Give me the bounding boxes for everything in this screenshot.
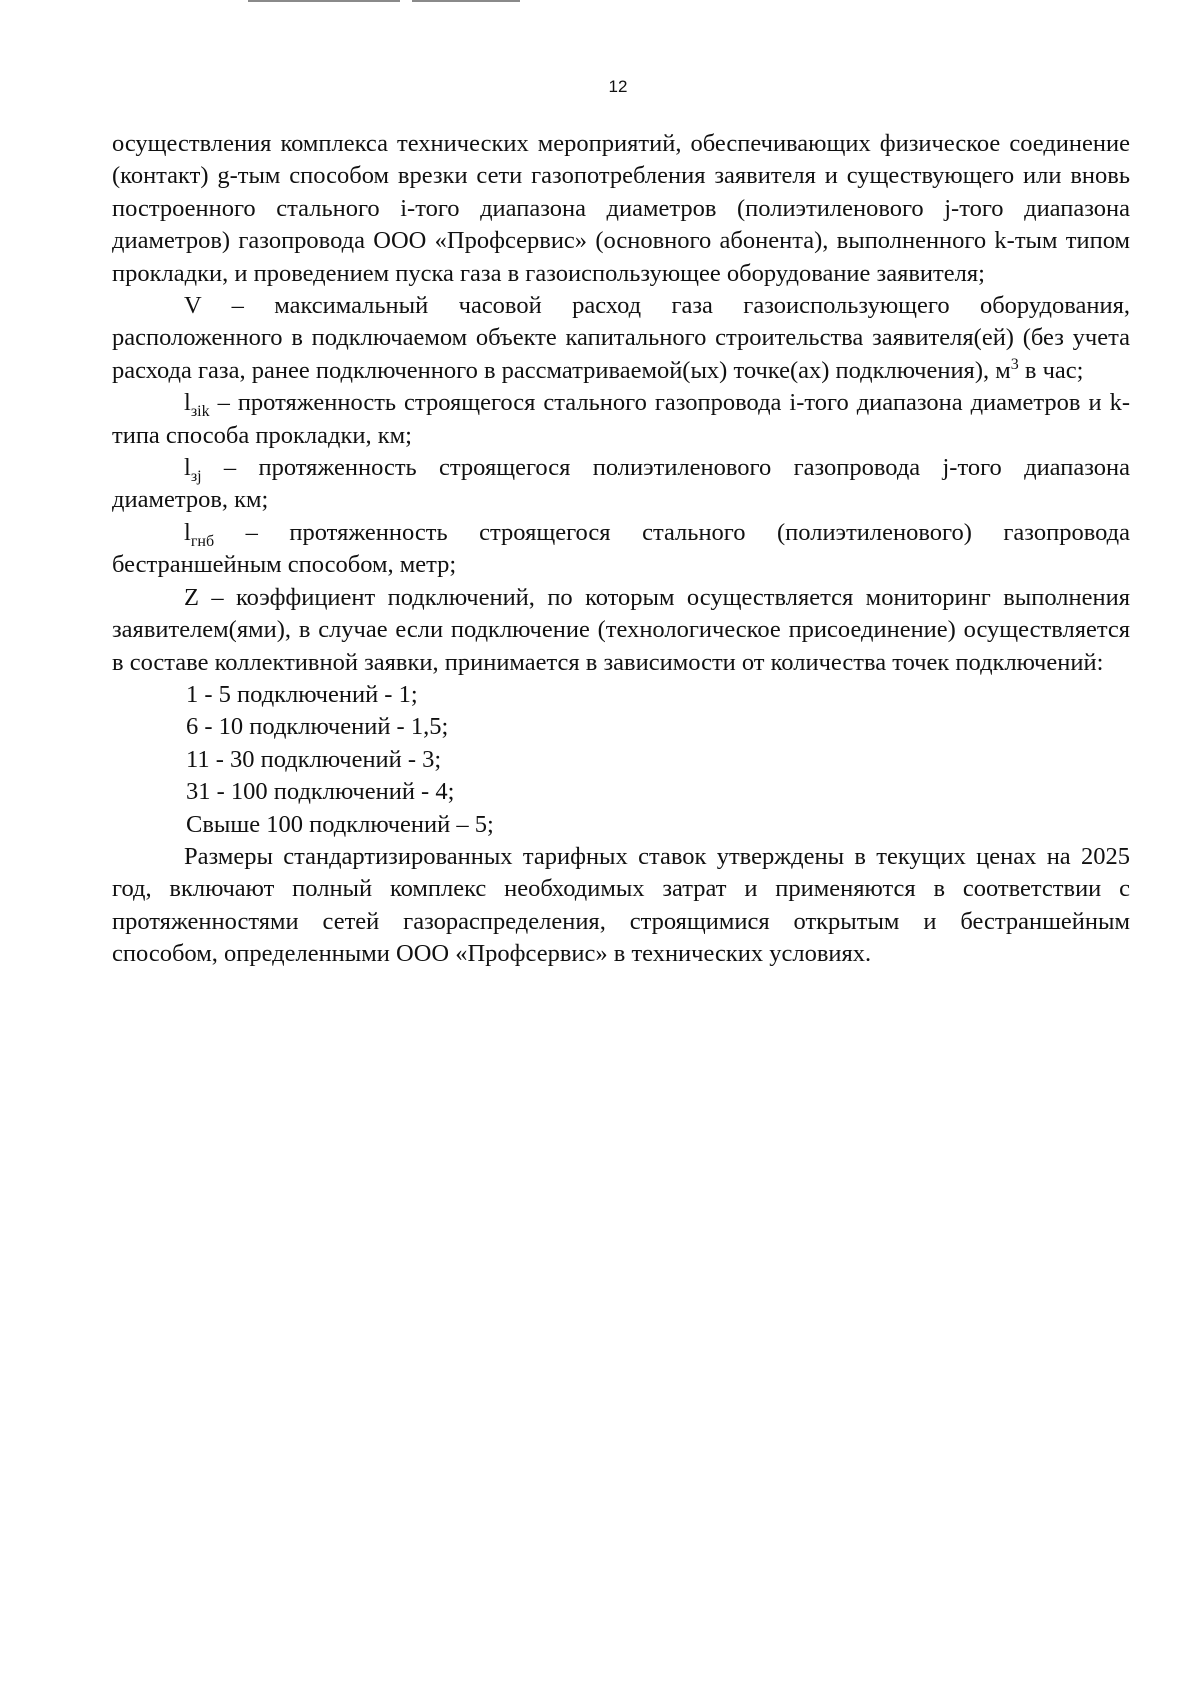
v-definition-text: V – максимальный часовой расход газа газоиспользующего оборудования, расположенного в подключаемом объекте капитального строительства заявителя(ей) (без учета расхода газа, ранее подключенного в рассматриваемой(ых) точке(ах) подключения), м [112,292,1130,384]
cubic-superscript: 3 [1010,355,1019,373]
list-item: Свыше 100 подключений – 5; [186,810,494,838]
paragraph-l-zik-definition [112,387,1130,452]
l-zj-symbol: l [184,454,191,482]
l-zj-text: – протяженность строящегося полиэтиленового газопровода j-того диапазона диаметров, км; [112,454,1130,514]
paragraph-continuation: осуществления комплекса технических мероприятий, обеспечивающих физическое соединение (контакт) g-тым способом врезки сети газопотребления заявителя и существующего или вновь построенного стального i-того диапазона диаметров (полиэтиленового j-того диапазона диаметров) газопровода ООО «Профсервис» (основного абонента), выполненного k-тым типом прокладки, и проведением пуска газа в газоиспользующее оборудование заявителя; [112,130,1130,287]
paragraph-v-definition [112,290,1130,387]
l-zik-text: – протяженность строящегося стального газопровода i-того диапазона диаметров и k-типа способа прокладки, км; [112,389,1130,449]
document-body [112,128,1130,971]
paragraph-l-gnb-definition [112,517,1130,582]
l-zik-symbol: l [184,389,191,417]
l-zik-subscript: зik [190,403,210,421]
v-definition-tail: в час; [1018,356,1084,384]
l-gnb-text: – протяженность строящегося стального (полиэтиленового) газопровода бестраншейным способом, метр; [112,518,1130,579]
list-item: 6 - 10 подключений - 1,5; [186,713,449,741]
scan-edge-right [412,0,520,2]
paragraph-tariff-rates: Размеры стандартизированных тарифных ставок утверждены в текущих ценах на 2025 год, включают полный комплекс необходимых затрат и применяются в соответствии с протяженностями сетей газораспределения, строящимися открытым и бестраншейным способом, определенными ООО «Профсервис» в технических условиях. [112,842,1130,968]
paragraph-l-zj-definition [112,452,1130,517]
scan-edge-left [248,0,400,2]
l-zj-subscript: зj [190,467,202,485]
l-gnb-symbol: l [184,518,191,546]
list-item: 11 - 30 подключений - 3; [186,745,442,773]
page-number: 12 [608,77,628,96]
paragraph-z-definition: Z – коэффициент подключений, по которым осуществляется мониторинг выполнения заявителем(ями), в случае если подключение (технологическое присоединение) осуществляется в составе коллективной заявки, принимается в зависимости от количества точек подключений: [112,583,1130,676]
list-item: 1 - 5 подключений - 1; [186,680,418,708]
z-coefficient-list [112,679,1130,841]
l-gnb-subscript: гнб [190,532,215,550]
list-item: 31 - 100 подключений - 4; [186,778,455,806]
